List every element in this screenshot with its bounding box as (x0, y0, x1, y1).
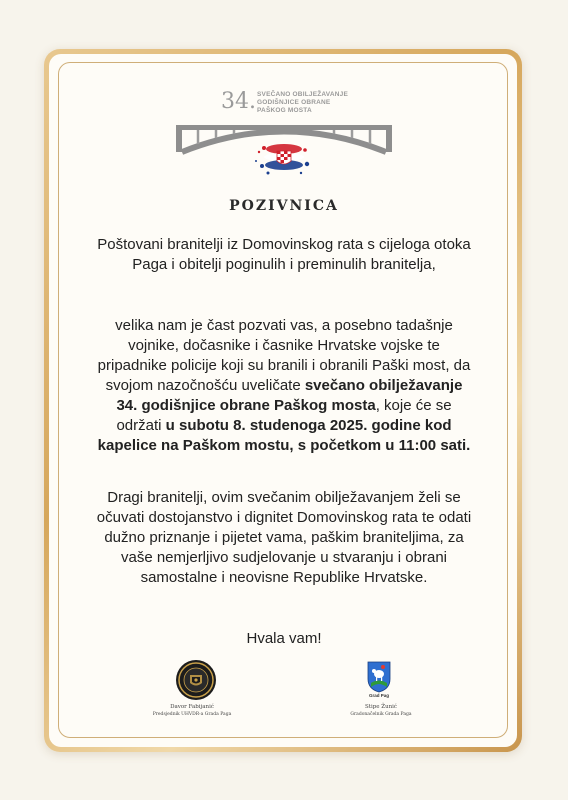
invitation-text-2: , koje će se održati (116, 397, 452, 434)
subtitle-line-2: GODIŠNJICE OBRANE (257, 99, 331, 106)
croatian-flag-splash (255, 144, 309, 175)
bridge-left-pier (176, 130, 182, 152)
signatory-role-left: Predsjednik UHVDR-a Grada Paga (152, 712, 232, 717)
event-name: svečano obilježavanje 34. godišnjice obrane Paškog mosta (116, 377, 463, 414)
event-subtitle (257, 91, 377, 115)
invitation-paragraph (96, 316, 472, 456)
greeting-paragraph: Poštovani branitelji iz Domovinskog rata s cijeloga otoka Paga i obitelji poginulih i preminulih branitelja, (97, 236, 471, 273)
signature-left (122, 704, 262, 718)
grad-pag-coat-of-arms (367, 661, 391, 693)
signatory-name-left: Davor Fabijanić (170, 704, 214, 710)
event-date-location: u subotu 8. studenoga 2025. godine kod kapelice na Paškom mostu, s početkom u 11:00 sati. (97, 417, 471, 454)
closing-text: Hvala vam! (246, 630, 322, 647)
grad-pag-label: Grad Pag (368, 693, 389, 698)
signatory-name-right: Stipe Žunić (364, 704, 397, 710)
bridge-flag-logo (176, 119, 392, 191)
signature-right (311, 704, 451, 718)
page-title: POZIVNICA (229, 198, 339, 214)
tribute-paragraph: Dragi branitelji, ovim svečanim obilježavanjem želi se očuvati dostojanstvo i dignitet Domovinskog rata te odati dužno priznanje i pijetet vama, paškim braniteljima, za vaše nemjerljivo sudjelovanje u stvaranju i obrani samostalne i neovisne Republike Hrvatske. (96, 489, 472, 586)
bridge-right-pier (386, 130, 392, 152)
veterans-association-emblem (174, 658, 218, 702)
signatory-role-right: Gradonačelnik Grada Paga (350, 712, 412, 717)
invitation-text-1: velika nam je čast pozvati vas, a posebno tadašnje vojnike, dočasnike i časnike Hrvatske vojske te pripadnike policije koji su branili i obranili Paški most, da svojom nazočnošću uveličate (97, 317, 471, 394)
anniversary-number: 34. (221, 89, 256, 114)
subtitle-line-1: SVEČANO OBILJEŽAVANJE (257, 91, 349, 98)
coat-of-arms-shield (277, 151, 291, 164)
subtitle-line-3: PAŠKOG MOSTA (257, 107, 312, 114)
